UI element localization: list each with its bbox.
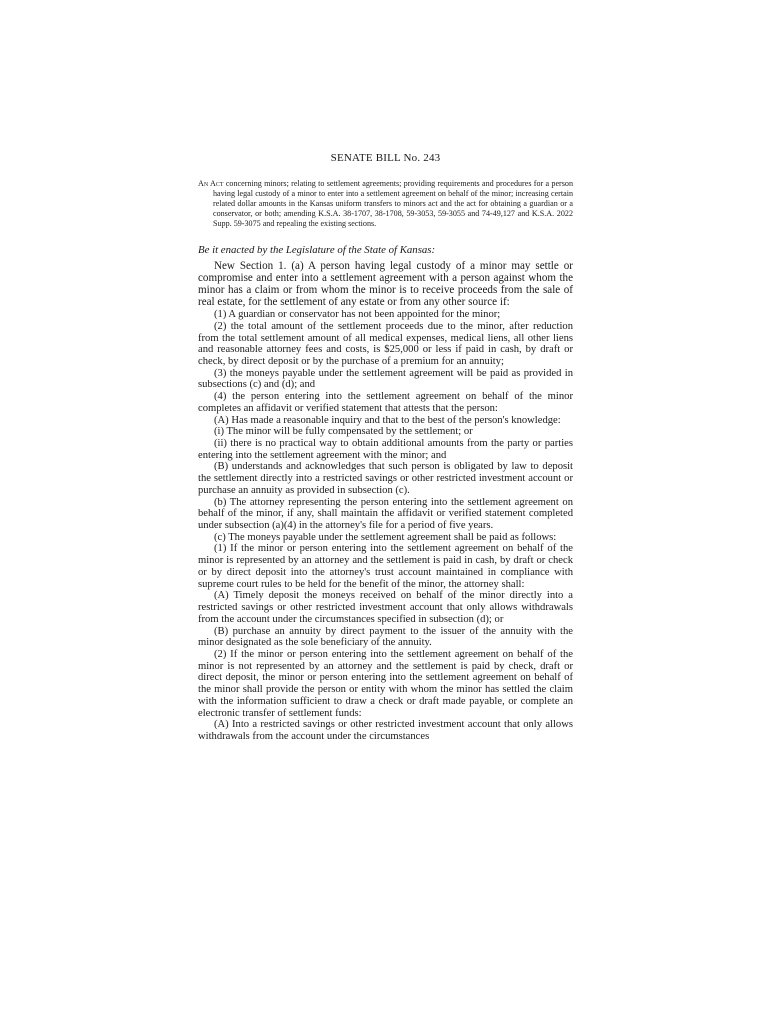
section-paragraph: (3) the moneys payable under the settlement agreement will be paid as provided in subsections (c) and (d); and	[198, 367, 573, 391]
section-paragraph: (c) The moneys payable under the settlement agreement shall be paid as follows:	[214, 531, 557, 543]
section-paragraph: (A) Has made a reasonable inquiry and that to the best of the person's knowledge:	[214, 414, 561, 426]
section-paragraph: (4) the person entering into the settlement agreement on behalf of the minor completes an affidavit or verified statement that attests that the person:	[198, 391, 573, 414]
act-summary-text: concerning minors; relating to settlement agreements; providing requirements and procedures for a person having legal custody of a minor to enter into a settlement agreement on behalf of the minor; increasing certain related dollar amounts in the Kansas uniform transfers to minors act and the act for obtaining a guardian or a conservator, or both; amending K.S.A. 38-1707, 38-1708, 59-3053, 59-3055 and 74-49,127 and K.S.A. 2022 Supp. 59-3075 and repealing the existing sections.	[213, 179, 573, 229]
act-word: An Act	[198, 179, 224, 188]
section-paragraph: (1) A guardian or conservator has not been appointed for the minor;	[214, 309, 501, 321]
section-paragraph: (A) Into a restricted savings or other restricted investment account that only allows withdrawals from the account under the circumstances	[198, 719, 573, 742]
section-paragraph: (i) The minor will be fully compensated by the settlement; or	[214, 426, 473, 438]
section-paragraph: (A) Timely deposit the moneys received on behalf of the minor directly into a restricted savings or other restricted investment account that only allows withdrawals from the account under the circumstances specified in subsection (d); or	[198, 590, 573, 625]
enacting-clause: Be it enacted by the Legislature of the State of Kansas:	[198, 244, 436, 257]
section-paragraph: (ii) there is no practical way to obtain additional amounts from the party or parties entering into the settlement agreement with the minor; and	[198, 438, 573, 461]
act-summary	[198, 179, 573, 229]
bill-page	[198, 152, 573, 743]
section-paragraph: New Section 1. (a) A person having legal custody of a minor may settle or compromise and enter into a settlement agreement with a person against whom the minor has a claim or from whom the minor is to receive proceeds from the sale of real estate, for the settlement of any estate or from any other source if:	[198, 260, 573, 309]
section-paragraph: (B) understands and acknowledges that such person is obligated by law to deposit the settlement directly into a restricted savings or other restricted investment account or purchase an annuity as provided in subsection (c).	[198, 461, 573, 496]
section-paragraph: (B) purchase an annuity by direct payment to the issuer of the annuity with the minor designated as the sole beneficiary of the annuity.	[198, 625, 573, 649]
section-paragraph: (2) the total amount of the settlement proceeds due to the minor, after reduction from the total settlement amount of all medical expenses, medical liens, all other liens and reasonable attorney fees and costs, is $25,000 or less if paid in cash, by draft or check, by direct deposit or by the purchase of a premium for an annuity;	[198, 320, 573, 367]
section-paragraph: (b) The attorney representing the person entering into the settlement agreement on behalf of the minor, if any, shall maintain the affidavit or verified statement completed under subsection (a)(4) in the attorney's file for a period of five years.	[198, 496, 573, 532]
bill-body	[198, 261, 573, 742]
section-paragraph: (2) If the minor or person entering into the settlement agreement on behalf of the minor is not represented by an attorney and the settlement is paid by check, draft or direct deposit, the minor or person entering into the settlement agreement on behalf of the minor shall provide the person or entity with whom the minor has settled the claim with the information sufficient to draw a check or draft made payable, or complete an electronic transfer of settlement funds:	[198, 648, 573, 719]
section-paragraph: (1) If the minor or person entering into the settlement agreement on behalf of the minor is represented by an attorney and the settlement is paid in cash, by draft or check or by direct deposit into the attorney's trust account maintained in compliance with supreme court rules to be held for the benefit of the minor, the attorney shall:	[198, 543, 573, 590]
bill-title: SENATE BILL No. 243	[330, 152, 441, 164]
